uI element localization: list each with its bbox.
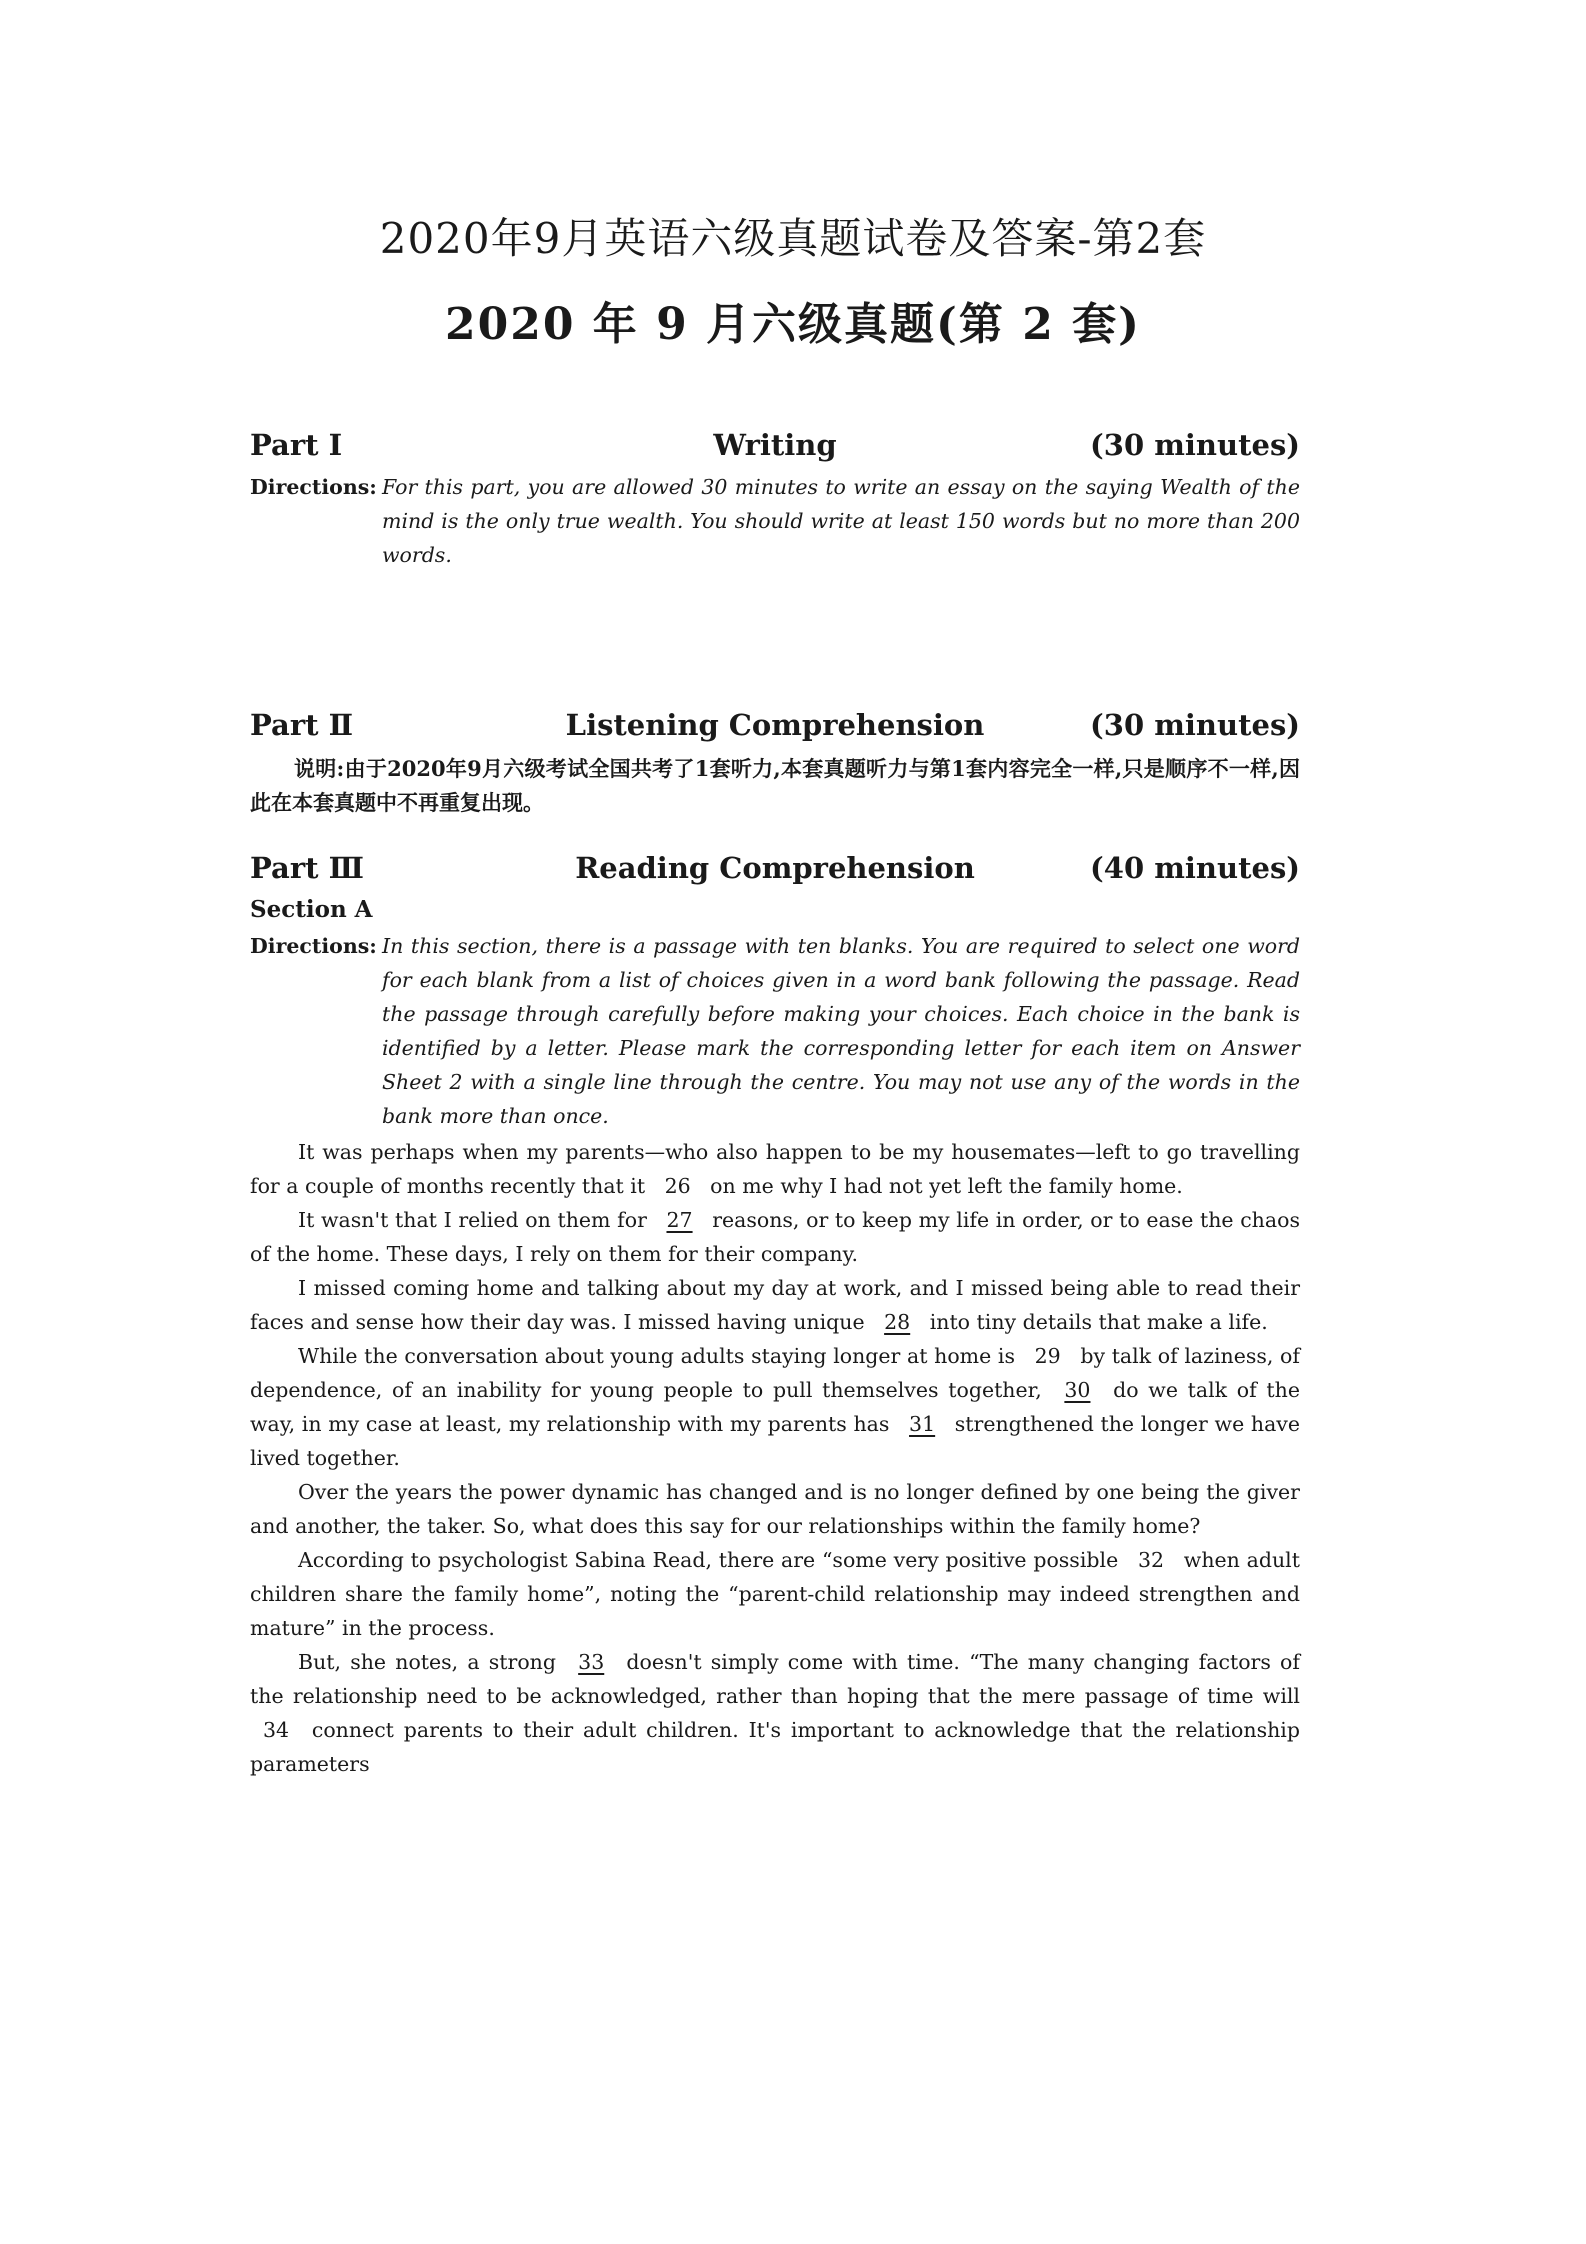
passage-text: While the conversation about young adults staying longer at home is <box>298 1344 1015 1368</box>
blank-31: 31 <box>909 1412 936 1436</box>
passage-text: do we talk of the way, in my case at least, my relationship with my parents has <box>250 1378 1300 1436</box>
blank-32: 32 <box>1137 1548 1165 1572</box>
part-1-directions <box>250 470 1300 572</box>
part-3-time: (40 minutes) <box>1090 851 1300 885</box>
directions-label: Directions: <box>250 475 377 499</box>
passage-text: strengthened the longer we have lived together. <box>250 1412 1300 1470</box>
part-2-number: Part Ⅱ <box>250 708 354 742</box>
directions-text: In this section, there is a passage with ten blanks. You are required to select one word for each blank from a list of choices given in a word bank following the passage. Read the passage through carefully before making your choices. Each choice in the bank is identified by a letter. Please mark the corresponding letter for each item on Answer Sheet 2 with a single line through the centre. You may not use any of the words in the bank more than once. <box>382 934 1300 1128</box>
passage-paragraph <box>250 1339 1300 1475</box>
passage-text: connect parents to their adult children. It's important to acknowledge that the relationship parameters <box>250 1718 1300 1776</box>
section-a-label: Section A <box>250 896 373 923</box>
part-2-note: 说明:由于2020年9月六级考试全国共考了1套听力,本套真题听力与第1套内容完全一样,只是顺序不一样,因此在本套真题中不再重复出现。 <box>250 756 1300 815</box>
part-1-title: Writing <box>713 428 837 462</box>
passage-paragraph <box>250 1271 1300 1339</box>
part-1-number: Part Ⅰ <box>250 428 343 462</box>
passage-text: doesn't simply come with time. “The many changing factors of the relationship need to be acknowledged, rather than hoping that the mere passage of time will <box>250 1650 1300 1708</box>
part-3-header <box>250 851 1300 891</box>
part-2-title: Listening Comprehension <box>565 708 985 742</box>
passage-text: I missed coming home and talking about my day at work, and I missed being able to read their faces and sense how their day was. I missed having unique <box>250 1276 1300 1334</box>
blank-34: 34 <box>262 1718 290 1742</box>
reading-passage <box>250 1135 1300 1781</box>
passage-text: According to psychologist Sabina Read, there are “some very positive possible <box>298 1548 1119 1572</box>
passage-paragraph <box>250 1543 1300 1645</box>
part-3-directions <box>250 929 1300 1133</box>
passage-text: by talk of laziness, of dependence, of an inability for young people to pull themselves together, <box>250 1344 1300 1402</box>
passage-text: It wasn't that I relied on them for <box>298 1208 647 1232</box>
part-2-time: (30 minutes) <box>1090 708 1300 742</box>
passage-paragraph <box>250 1475 1300 1543</box>
part-3-number: Part Ⅲ <box>250 851 364 885</box>
blank-26: 26 <box>664 1174 691 1198</box>
passage-paragraph <box>250 1135 1300 1203</box>
passage-text: into tiny details that make a life. <box>929 1310 1268 1334</box>
passage-text: on me why I had not yet left the family home. <box>710 1174 1183 1198</box>
blank-27: 27 <box>666 1208 693 1232</box>
directions-text: For this part, you are allowed 30 minutes to write an essay on the saying Wealth of the mind is the only true wealth. You should write at least 150 words but no more than 200 words. <box>382 475 1300 567</box>
part-3-title: Reading Comprehension <box>575 851 975 885</box>
passage-text: But, she notes, a strong <box>298 1650 557 1674</box>
blank-29: 29 <box>1034 1344 1061 1368</box>
blank-30: 30 <box>1064 1378 1091 1402</box>
blank-33: 33 <box>578 1650 605 1674</box>
directions-label: Directions: <box>250 934 377 958</box>
part-1-header <box>250 428 1300 468</box>
passage-paragraph <box>250 1203 1300 1271</box>
passage-text: It was perhaps when my parents—who also happen to be my housemates—left to go travelling for a couple of months recently that it <box>250 1140 1300 1198</box>
passage-text: Over the years the power dynamic has changed and is no longer defined by one being the giver and another, the taker. So, what does this say for our relationships within the family home? <box>250 1480 1300 1538</box>
part-2-header <box>250 708 1300 748</box>
passage-text: reasons, or to keep my life in order, or to ease the chaos of the home. These days, I rely on them for their company. <box>250 1208 1300 1266</box>
exam-title: 2020 年 9 月六级真题(第 2 套) <box>445 299 1141 350</box>
part-1-time: (30 minutes) <box>1090 428 1300 462</box>
passage-paragraph <box>250 1645 1300 1781</box>
document-title: 2020年9月英语六级真题试卷及答案-第2套 <box>379 214 1207 263</box>
blank-28: 28 <box>884 1310 911 1334</box>
passage-text: when adult children share the family home”, noting the “parent-child relationship may indeed strengthen and mature” in the process. <box>250 1548 1300 1640</box>
